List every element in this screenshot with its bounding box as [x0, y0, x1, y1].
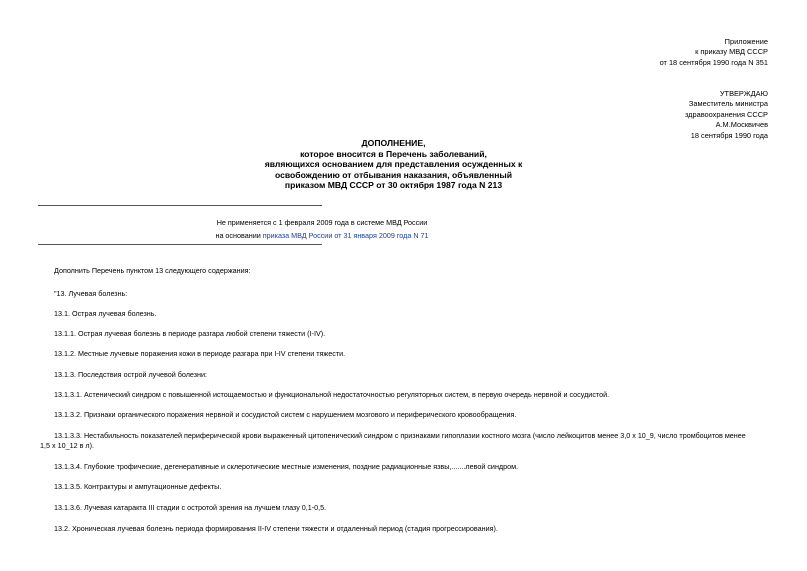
title-line: являющихся основанием для представления осужденных к [264, 159, 523, 170]
divider-top [38, 205, 322, 206]
order-link[interactable]: приказа МВД России от 31 января 2009 года N 71 [262, 230, 429, 240]
divider-bottom [38, 244, 322, 245]
paragraph: 13.1.2. Местные лучевые поражения кожи в периоде разгара при I-IV степени тяжести. [54, 349, 346, 358]
paragraph: Дополнить Перечень пунктом 13 следующего содержания: [54, 266, 251, 275]
paragraph: 13.1.3.1. Астенический синдром с повышенной истощаемостью и функциональной недостаточностью регуляторных систем, в первую очередь нервной и сосудистой. [54, 390, 610, 399]
appendix-header [660, 37, 768, 68]
paragraph: 13.1.3.6. Лучевая катаракта III стадии с остротой зрения на лучшем глазу 0,1-0,5. [54, 503, 327, 512]
appendix-line: от 18 сентября 1990 года N 351 [659, 57, 768, 67]
paragraph: 13.2. Хроническая лучевая болезнь периода формирования II-IV степени тяжести и отдаленный период (стадия прогрессирования). [54, 524, 498, 533]
approval-line: Заместитель министра [688, 99, 768, 109]
approval-line: УТВЕРЖДАЮ [719, 89, 768, 98]
notice-line: Не применяется с 1 февраля 2009 года в системе МВД России [216, 218, 428, 227]
approval-line: здравоохранения СССР [684, 109, 768, 119]
title-line: приказом МВД СССР от 30 октября 1987 года N 213 [284, 180, 503, 191]
paragraph: 13.1.3.5. Контрактуры и ампутационные дефекты. [54, 482, 222, 491]
title-line: освобождению от отбывания наказания, объявленный [274, 169, 513, 180]
paragraph: 13.1.3.2. Признаки органического поражения нервной и сосудистой систем с нарушением мозгового и периферического кровообращения. [54, 410, 517, 419]
approval-block [685, 89, 768, 141]
notice-line-2 [40, 230, 604, 243]
title-line: которое вносится в Перечень заболеваний, [300, 148, 487, 159]
notice-prefix: на основании [215, 230, 263, 240]
appendix-line: Приложение [724, 37, 768, 46]
paragraph: "13. Лучевая болезнь: [54, 289, 128, 298]
title-line: ДОПОЛНЕНИЕ, [361, 138, 426, 148]
paragraph: 13.1.1. Острая лучевая болезнь в периоде разгара любой степени тяжести (I-IV). [54, 329, 326, 338]
approval-line: 18 сентября 1990 года [690, 130, 768, 140]
document-title [40, 138, 747, 191]
paragraph: 13.1. Острая лучевая болезнь. [54, 309, 157, 318]
status-notice [40, 217, 604, 242]
paragraph: 13.1.3.3. Нестабильность показателей периферической крови выраженный цитопенический синдром с признаками гипоплазии костного мозга (число лейкоцитов менее 3,0 x 10_9, число тромбоцитов менее 1,5 x 10_12 в л). [40, 431, 746, 450]
approval-line: А.М.Москвичев [715, 120, 768, 130]
paragraph: 13.1.3. Последствия острой лучевой болезни: [54, 370, 208, 379]
paragraph: 13.1.3.4. Глубокие трофические, дегенеративные и склеротические местные изменения, поздние радиационные язвы,.......левой синдром. [54, 462, 519, 471]
appendix-line: к приказу МВД СССР [695, 47, 768, 57]
